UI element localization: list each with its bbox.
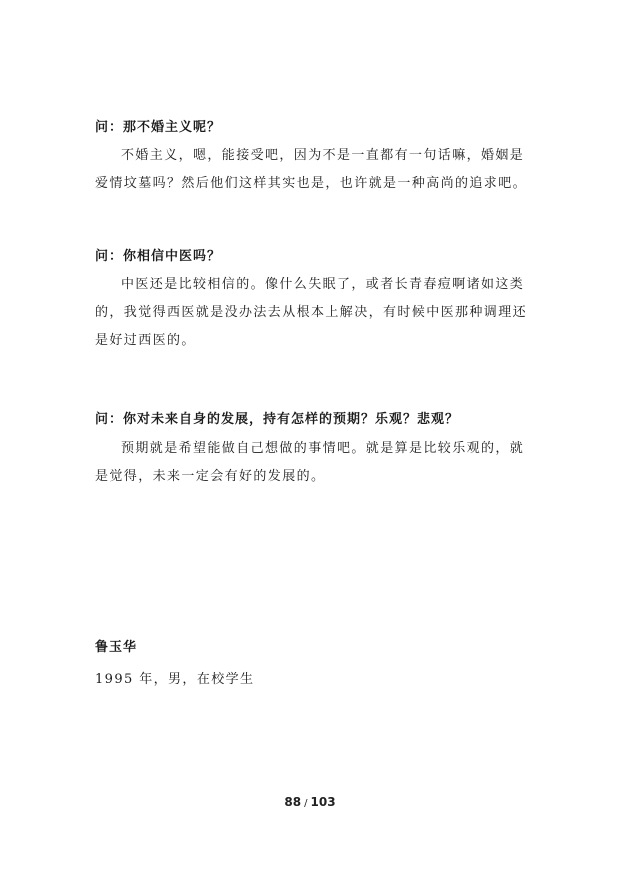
page-separator: / bbox=[304, 798, 308, 809]
answer-3-line-2: 是觉得，未来一定会有好的发展的。 bbox=[95, 469, 326, 484]
question-1: 问：那不婚主义呢？ bbox=[95, 120, 222, 135]
question-3: 问：你对未来自身的发展，持有怎样的预期？乐观？悲观？ bbox=[95, 412, 460, 427]
answer-2-line-2: 的，我觉得西医就是没办法去从根本上解决，有时候中医那种调理还 bbox=[95, 305, 528, 320]
page-current: 88 bbox=[284, 795, 302, 809]
answer-2-line-3: 是好过西医的。 bbox=[95, 333, 196, 348]
answer-2 bbox=[95, 271, 527, 355]
answer-1-line-1: 不婚主义，嗯，能接受吧，因为不是一直都有一句话嘛，婚姻是 bbox=[121, 148, 525, 163]
answer-1 bbox=[95, 142, 527, 198]
answer-3 bbox=[95, 435, 527, 491]
person-name: 鲁玉华 bbox=[95, 640, 138, 655]
page-number bbox=[0, 795, 620, 809]
question-2: 问：你相信中医吗？ bbox=[95, 249, 222, 264]
page-total: 103 bbox=[310, 795, 336, 809]
answer-3-line-1: 预期就是希望能做自己想做的事情吧。就是算是比较乐观的，就 bbox=[121, 441, 525, 456]
person-info: 1995 年，男，在校学生 bbox=[95, 672, 255, 687]
answer-2-line-1: 中医还是比较相信的。像什么失眠了，或者长青春痘啊诸如这类 bbox=[121, 277, 525, 292]
answer-1-line-2: 爱情坟墓吗？然后他们这样其实也是，也许就是一种高尚的追求吧。 bbox=[95, 176, 528, 191]
